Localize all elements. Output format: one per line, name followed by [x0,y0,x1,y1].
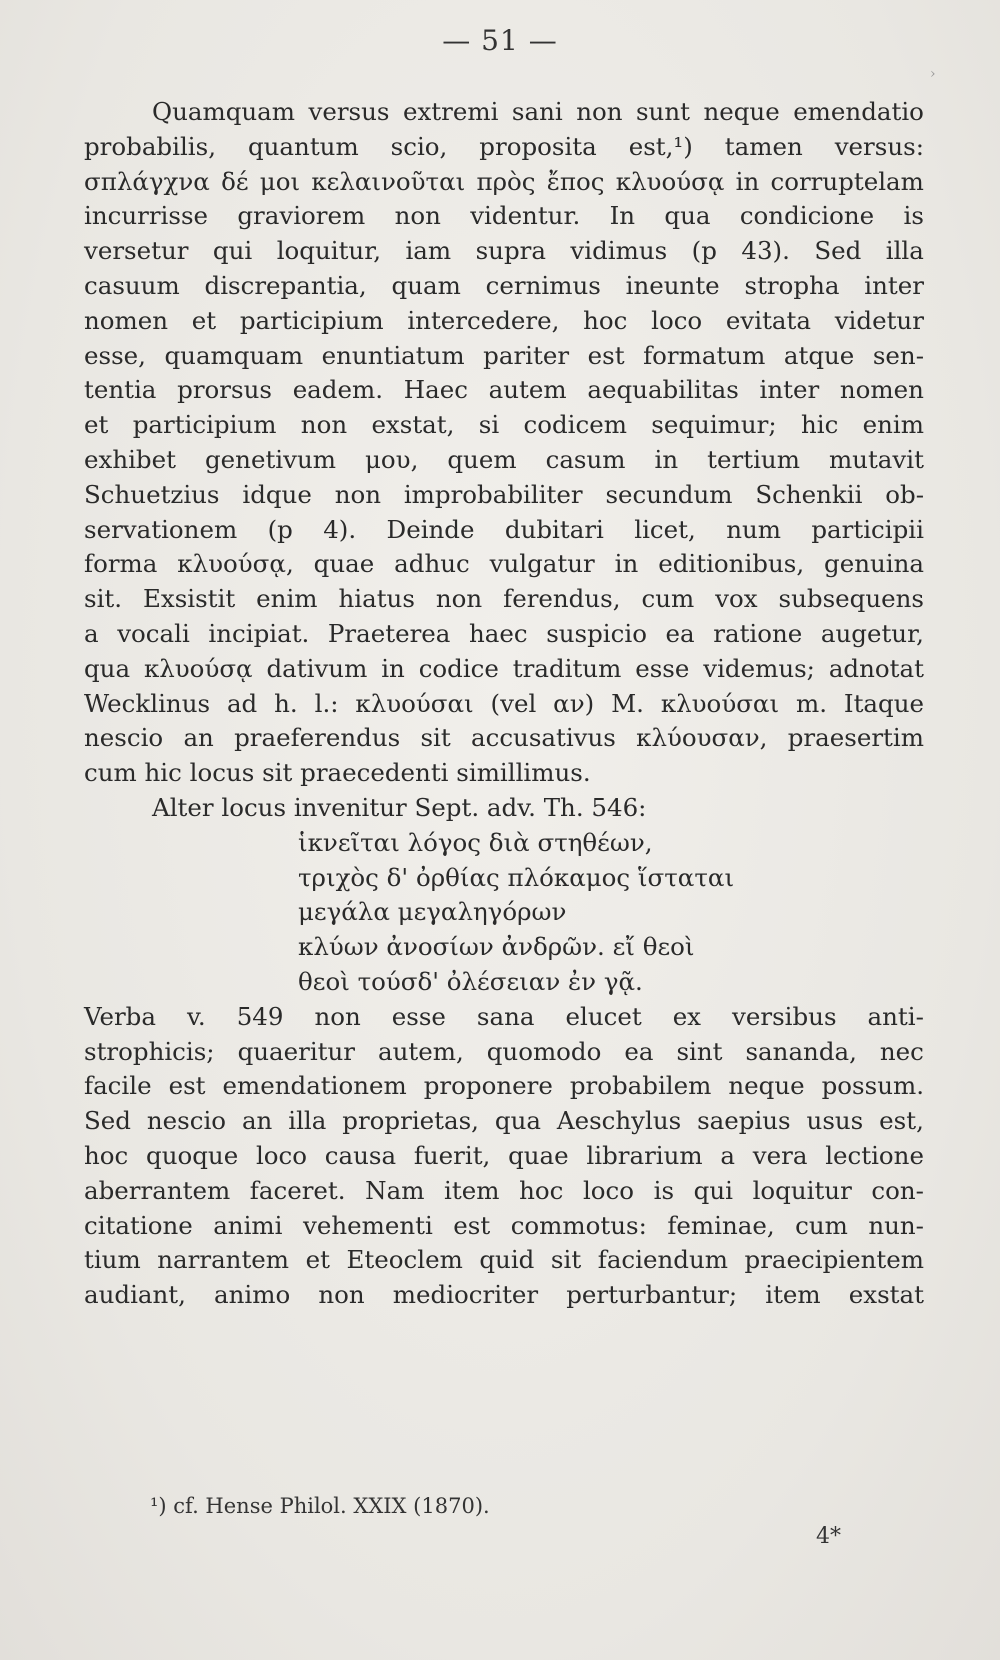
text-line: aberrantem faceret. Nam item hoc loco is qui loquitur con- [84,1175,924,1205]
text-line: a vocali incipiat. Praeterea haec suspicio ea ratione augetur, [84,618,924,648]
footnote: ¹) cf. Hense Philol. XXIX (1870). [150,1494,490,1518]
text-line: Schuetzius idque non improbabiliter secundum Schenkii ob- [84,479,924,509]
text-line: casuum discrepantia, quam cernimus ineunte stropha inter [84,270,924,300]
signature-mark: 4* [816,1524,841,1549]
page-number-header: — 51 — [442,24,558,57]
text-line: strophicis; quaeritur autem, quomodo ea sint sananda, nec [84,1036,924,1066]
text-line: exhibet genetivum μου, quem casum in tertium mutavit [84,444,924,474]
text-line: Verba v. 549 non esse sana elucet ex versibus anti- [84,1001,924,1031]
text-line: sit. Exsistit enim hiatus non ferendus, cum vox subsequens [84,584,924,614]
quote-line: κλύων ἀνοσίων ἀνδρῶν. εἴ θεοὶ [298,932,695,962]
text-line: servationem (p 4). Deinde dubitari licet, num participii [84,514,924,544]
text-line: hoc quoque loco causa fuerit, quae librarium a vera lectione [84,1140,924,1170]
text-line-alter: Alter locus invenitur Sept. adv. Th. 546: [152,792,647,822]
text-line: citatione animi vehementi est commotus: feminae, cum nun- [84,1210,924,1240]
text-line: facile est emendationem proponere probabilem neque possum. [84,1071,924,1101]
text-line: et participium non exstat, si codicem sequimur; hic enim [84,410,924,440]
quote-line: ἱκνεῖται λόγος διὰ στηθέων, [298,827,653,857]
quote-line: θεοὶ τούσδ' ὀλέσειαν ἐν γᾷ. [298,966,643,996]
text-line: versetur qui loquitur, iam supra vidimus (p 43). Sed illa [84,236,924,266]
body-text [84,95,924,1313]
text-line: σπλάγχνα δέ μοι κελαινοῦται πρὸς ἔπος κλυούσᾳ in corruptelam [84,166,924,196]
text-line: probabilis, quantum scio, proposita est,¹) tamen versus: [84,131,924,161]
text-line: tentia prorsus eadem. Haec autem aequabilitas inter nomen [84,375,924,405]
text-line: qua κλυούσᾳ dativum in codice traditum esse videmus; adnotat [84,653,924,683]
text-line: incurrisse graviorem non videntur. In qua condicione is [84,201,924,231]
text-line: forma κλυούσᾳ, quae adhuc vulgatur in editionibus, genuina [84,549,924,579]
corner-mark: › [930,66,936,82]
text-line: audiant, animo non mediocriter perturbantur; item exstat [84,1280,924,1310]
quote-line: τριχὸς δ' ὀρθίας πλόκαμος ἵσταται [298,862,735,892]
text-line: nescio an praeferendus sit accusativus κλύουσαν, praesertim [84,723,924,753]
text-line: Quamquam versus extremi sani non sunt neque emendatio [152,97,924,126]
quote-line: μεγάλα μεγαληγόρων [298,897,567,927]
text-line: esse, quamquam enuntiatum pariter est formatum atque sen- [84,340,924,370]
text-line: cum hic locus sit praecedenti simillimus. [84,758,591,788]
text-line: nomen et participium intercedere, hoc loco evitata videtur [84,305,924,335]
text-line: Wecklinus ad h. l.: κλυούσαι (vel αν) M. κλυούσαι m. Itaque [84,688,924,718]
text-line: tium narrantem et Eteoclem quid sit faciendum praecipientem [84,1245,924,1275]
text-line: Sed nescio an illa proprietas, qua Aeschylus saepius usus est, [84,1106,924,1136]
